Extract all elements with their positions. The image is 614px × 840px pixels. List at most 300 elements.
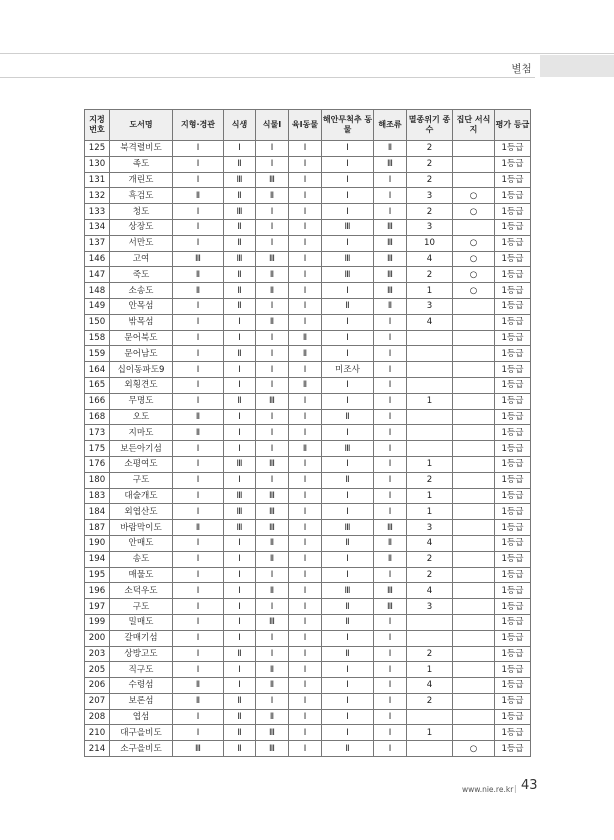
table-cell: Ⅰ (256, 330, 289, 346)
table-cell: Ⅲ (256, 741, 289, 757)
table-cell: Ⅲ (322, 251, 374, 267)
table-cell: Ⅲ (224, 456, 256, 472)
table-cell: Ⅰ (322, 393, 374, 409)
table-cell: Ⅱ (173, 409, 224, 425)
table-cell: 1등급 (495, 678, 531, 694)
table-cell: 1등급 (495, 725, 531, 741)
table-cell (453, 425, 495, 441)
table-cell: Ⅲ (224, 504, 256, 520)
table-cell: 1등급 (495, 314, 531, 330)
table-cell: Ⅲ (256, 520, 289, 536)
table-cell: Ⅱ (224, 219, 256, 235)
table-cell: 흑검도 (110, 188, 173, 204)
table-cell (453, 678, 495, 694)
table-cell: ○ (453, 235, 495, 251)
table-cell: Ⅱ (173, 520, 224, 536)
table-cell: Ⅰ (289, 488, 322, 504)
table-cell: Ⅰ (289, 678, 322, 694)
table-cell: 1등급 (495, 567, 531, 583)
table-row (85, 709, 531, 725)
table-cell: Ⅰ (256, 235, 289, 251)
table-cell: Ⅱ (224, 298, 256, 314)
table-cell: Ⅰ (224, 614, 256, 630)
table-cell: 4 (407, 314, 453, 330)
table-cell: Ⅰ (322, 204, 374, 220)
table-cell: 205 (85, 662, 110, 678)
table-cell: 북격렬비도 (110, 141, 173, 157)
table-cell (407, 330, 453, 346)
table-cell (407, 441, 453, 457)
table-cell: Ⅱ (256, 662, 289, 678)
table-cell: Ⅰ (322, 425, 374, 441)
table-cell: Ⅰ (173, 456, 224, 472)
table-cell: Ⅱ (322, 599, 374, 615)
table-cell: 146 (85, 251, 110, 267)
table-cell: Ⅰ (374, 188, 407, 204)
table-cell: Ⅰ (322, 314, 374, 330)
table-cell: Ⅰ (173, 156, 224, 172)
table-cell: Ⅰ (374, 425, 407, 441)
table-cell: 2 (407, 472, 453, 488)
table-cell: Ⅰ (374, 172, 407, 188)
table-cell (407, 362, 453, 378)
table-cell: Ⅱ (224, 235, 256, 251)
table-cell: Ⅰ (173, 172, 224, 188)
table-header-row (85, 110, 531, 141)
table-cell: Ⅰ (256, 630, 289, 646)
table-cell: Ⅰ (224, 567, 256, 583)
table-cell: Ⅰ (374, 646, 407, 662)
table-cell: Ⅰ (224, 441, 256, 457)
table-cell: Ⅱ (173, 188, 224, 204)
table-cell: Ⅲ (374, 267, 407, 283)
table-cell: 187 (85, 520, 110, 536)
table-cell (453, 599, 495, 615)
table-cell: 1등급 (495, 362, 531, 378)
table-cell (407, 409, 453, 425)
table-cell: 150 (85, 314, 110, 330)
table-cell: 1등급 (495, 346, 531, 362)
table-cell: 2 (407, 156, 453, 172)
table-row (85, 741, 531, 757)
table-cell: Ⅱ (224, 725, 256, 741)
table-cell: 2 (407, 551, 453, 567)
table-cell: 194 (85, 551, 110, 567)
table-row (85, 630, 531, 646)
table-cell: 고여 (110, 251, 173, 267)
table-cell: Ⅰ (289, 725, 322, 741)
table-cell: Ⅱ (173, 693, 224, 709)
table-cell: Ⅰ (374, 346, 407, 362)
table-cell: Ⅲ (256, 456, 289, 472)
table-cell: 2 (407, 646, 453, 662)
table-cell: 1등급 (495, 520, 531, 536)
table-cell: 1 (407, 488, 453, 504)
table-cell: 180 (85, 472, 110, 488)
table-cell: Ⅲ (256, 488, 289, 504)
table-cell (453, 630, 495, 646)
table-cell: 소덕우도 (110, 583, 173, 599)
table-cell: 밖목섬 (110, 314, 173, 330)
table-cell: Ⅲ (256, 172, 289, 188)
column-header: 해조류 (374, 110, 407, 141)
table-cell: 미조사 (322, 362, 374, 378)
table-cell: 1등급 (495, 393, 531, 409)
table-cell: Ⅰ (224, 599, 256, 615)
table-cell: Ⅰ (173, 393, 224, 409)
table-cell: Ⅰ (289, 362, 322, 378)
table-cell: Ⅰ (374, 488, 407, 504)
table-cell: Ⅰ (173, 219, 224, 235)
table-cell: Ⅲ (374, 156, 407, 172)
table-cell: Ⅰ (173, 141, 224, 157)
table-cell (453, 314, 495, 330)
table-cell: Ⅰ (256, 346, 289, 362)
table-cell: Ⅰ (289, 583, 322, 599)
table-row (85, 693, 531, 709)
table-cell (453, 377, 495, 393)
table-cell: 1등급 (495, 693, 531, 709)
table-cell: 4 (407, 535, 453, 551)
table-cell: 외횡견도 (110, 377, 173, 393)
table-cell: Ⅰ (374, 567, 407, 583)
table-cell: 196 (85, 583, 110, 599)
table-cell: Ⅲ (322, 267, 374, 283)
table-cell: 1등급 (495, 551, 531, 567)
table-cell: Ⅰ (374, 725, 407, 741)
table-cell: 밀매도 (110, 614, 173, 630)
table-cell: 131 (85, 172, 110, 188)
table-cell: Ⅰ (322, 141, 374, 157)
table-cell: Ⅰ (374, 393, 407, 409)
table-cell: Ⅱ (322, 298, 374, 314)
table-cell: 1등급 (495, 741, 531, 757)
table-cell: Ⅲ (374, 583, 407, 599)
table-cell: Ⅱ (256, 678, 289, 694)
table-cell: Ⅰ (322, 346, 374, 362)
table-cell (453, 520, 495, 536)
table-cell: Ⅱ (374, 141, 407, 157)
table-row (85, 520, 531, 536)
table-cell: 147 (85, 267, 110, 283)
table-cell: Ⅰ (173, 204, 224, 220)
table-cell: Ⅰ (224, 314, 256, 330)
table-cell: Ⅰ (289, 520, 322, 536)
table-cell: 구도 (110, 472, 173, 488)
table-cell: Ⅱ (256, 267, 289, 283)
table-cell: Ⅱ (256, 535, 289, 551)
table-cell: Ⅰ (322, 630, 374, 646)
table-cell (453, 614, 495, 630)
table-cell: Ⅲ (256, 614, 289, 630)
column-header: 식물Ⅰ (256, 110, 289, 141)
column-header: 평가 등급 (495, 110, 531, 141)
table-cell: Ⅰ (374, 630, 407, 646)
table-row (85, 172, 531, 188)
header-rule (0, 77, 535, 78)
table-cell: Ⅲ (322, 441, 374, 457)
table-cell (453, 393, 495, 409)
table-cell: Ⅰ (173, 504, 224, 520)
table-cell: 1등급 (495, 235, 531, 251)
table-cell: Ⅰ (224, 535, 256, 551)
table-cell: Ⅲ (322, 219, 374, 235)
table-cell: 164 (85, 362, 110, 378)
table-cell: Ⅱ (224, 646, 256, 662)
table-cell: 족도 (110, 156, 173, 172)
table-cell: Ⅰ (173, 567, 224, 583)
table-cell: Ⅱ (256, 188, 289, 204)
table-cell: 2 (407, 267, 453, 283)
table-cell: 1등급 (495, 504, 531, 520)
column-header: 식생 (224, 110, 256, 141)
table-cell (453, 693, 495, 709)
table-cell (453, 362, 495, 378)
table-cell: 159 (85, 346, 110, 362)
table-cell: Ⅱ (224, 709, 256, 725)
table-cell: 십이동파도9 (110, 362, 173, 378)
table-cell: Ⅰ (173, 709, 224, 725)
table-cell: 1 (407, 504, 453, 520)
table-cell: Ⅲ (374, 520, 407, 536)
table-cell (453, 346, 495, 362)
table-cell: Ⅰ (224, 551, 256, 567)
table-cell: Ⅰ (374, 362, 407, 378)
table-cell: Ⅰ (289, 156, 322, 172)
table-cell: Ⅰ (322, 504, 374, 520)
table-cell: Ⅰ (289, 504, 322, 520)
table-cell: Ⅰ (173, 551, 224, 567)
table-cell (453, 662, 495, 678)
table-cell: 3 (407, 219, 453, 235)
table-cell: 1등급 (495, 614, 531, 630)
table-cell (453, 172, 495, 188)
table-cell: 168 (85, 409, 110, 425)
table-cell: Ⅲ (173, 741, 224, 757)
table-cell (453, 330, 495, 346)
table-cell: Ⅲ (224, 172, 256, 188)
table-row (85, 662, 531, 678)
table-cell: 외엽산도 (110, 504, 173, 520)
table-cell: Ⅰ (322, 662, 374, 678)
table-cell: Ⅰ (289, 630, 322, 646)
table-cell: Ⅰ (374, 709, 407, 725)
table-cell: Ⅲ (374, 599, 407, 615)
table-cell: Ⅰ (173, 535, 224, 551)
table-cell: Ⅰ (224, 141, 256, 157)
table-cell: Ⅰ (374, 409, 407, 425)
table-cell: Ⅰ (322, 551, 374, 567)
table-cell: Ⅱ (256, 583, 289, 599)
table-cell: 보든아기섬 (110, 441, 173, 457)
table-row (85, 678, 531, 694)
table-cell: 서만도 (110, 235, 173, 251)
table-cell: Ⅱ (289, 346, 322, 362)
table-cell: 133 (85, 204, 110, 220)
table-cell (453, 409, 495, 425)
table-cell: 1등급 (495, 646, 531, 662)
table-cell: 149 (85, 298, 110, 314)
table-cell (453, 441, 495, 457)
table-cell: Ⅲ (224, 251, 256, 267)
table-cell: 134 (85, 219, 110, 235)
table-cell: Ⅰ (256, 377, 289, 393)
table-cell: Ⅰ (289, 283, 322, 299)
table-cell (453, 551, 495, 567)
table-cell: Ⅰ (224, 409, 256, 425)
table-row (85, 330, 531, 346)
table-cell: 1등급 (495, 409, 531, 425)
table-cell: Ⅰ (374, 504, 407, 520)
footer-url: www.nie.re.kr (462, 785, 514, 794)
table-row (85, 235, 531, 251)
table-cell: Ⅰ (224, 472, 256, 488)
table-cell: 190 (85, 535, 110, 551)
table-cell: ○ (453, 267, 495, 283)
table-cell (453, 709, 495, 725)
table-cell: Ⅰ (224, 678, 256, 694)
table-cell: Ⅰ (322, 235, 374, 251)
table-cell: Ⅱ (173, 267, 224, 283)
table-row (85, 456, 531, 472)
table-cell: Ⅰ (289, 709, 322, 725)
table-cell: Ⅰ (256, 219, 289, 235)
table-cell: Ⅰ (322, 330, 374, 346)
table-cell: Ⅰ (289, 172, 322, 188)
table-cell: Ⅲ (173, 251, 224, 267)
table-cell: 203 (85, 646, 110, 662)
table-cell: Ⅰ (256, 693, 289, 709)
table-cell: Ⅰ (322, 678, 374, 694)
table-cell: Ⅰ (256, 472, 289, 488)
table-cell: 1등급 (495, 425, 531, 441)
table-cell (453, 504, 495, 520)
table-cell: ○ (453, 251, 495, 267)
table-cell: Ⅰ (173, 646, 224, 662)
table-cell: 3 (407, 599, 453, 615)
table-cell: 1등급 (495, 662, 531, 678)
table-cell: Ⅰ (289, 235, 322, 251)
table-cell: 1등급 (495, 583, 531, 599)
table-cell: Ⅰ (224, 330, 256, 346)
table-cell: Ⅰ (289, 204, 322, 220)
table-cell: 165 (85, 377, 110, 393)
table-cell: Ⅰ (173, 298, 224, 314)
table-cell: Ⅰ (173, 472, 224, 488)
table-cell: 개린도 (110, 172, 173, 188)
top-rule (0, 53, 614, 54)
table-cell: Ⅰ (173, 314, 224, 330)
table-row (85, 725, 531, 741)
table-cell: 207 (85, 693, 110, 709)
table-cell: 210 (85, 725, 110, 741)
table-cell: Ⅱ (322, 535, 374, 551)
table-cell: 갈매기섬 (110, 630, 173, 646)
table-cell (407, 741, 453, 757)
table-cell: Ⅰ (173, 346, 224, 362)
footer-separator: | (514, 784, 517, 793)
table-cell: Ⅱ (256, 709, 289, 725)
table-cell: Ⅱ (256, 283, 289, 299)
table-cell: Ⅲ (374, 283, 407, 299)
table-cell: Ⅱ (289, 377, 322, 393)
page-number: 43 (521, 778, 538, 793)
table-cell: Ⅲ (256, 251, 289, 267)
column-header: 지정 번호 (85, 110, 110, 141)
table-row (85, 409, 531, 425)
table-cell: Ⅰ (289, 267, 322, 283)
table-row (85, 567, 531, 583)
table-cell: 3 (407, 188, 453, 204)
table-cell: ○ (453, 204, 495, 220)
table-cell: Ⅰ (289, 393, 322, 409)
table-row (85, 551, 531, 567)
table-cell: Ⅰ (374, 441, 407, 457)
table-row (85, 535, 531, 551)
table-cell: Ⅰ (289, 425, 322, 441)
table-cell: Ⅲ (374, 219, 407, 235)
table-row (85, 267, 531, 283)
table-cell: 1등급 (495, 441, 531, 457)
table-cell: Ⅰ (289, 599, 322, 615)
table-cell: Ⅱ (374, 551, 407, 567)
table-row (85, 488, 531, 504)
section-label: 별첨 (511, 63, 532, 75)
section-tab (540, 55, 614, 77)
table-cell: Ⅰ (173, 614, 224, 630)
table-cell: Ⅱ (322, 741, 374, 757)
table-cell: Ⅰ (289, 188, 322, 204)
table-cell: Ⅰ (173, 599, 224, 615)
table-cell: Ⅰ (256, 646, 289, 662)
table-cell: Ⅰ (374, 678, 407, 694)
table-cell: Ⅱ (224, 188, 256, 204)
table-cell: Ⅱ (322, 646, 374, 662)
table-cell (453, 567, 495, 583)
table-cell: Ⅲ (322, 583, 374, 599)
table-row (85, 646, 531, 662)
table-cell: Ⅰ (289, 567, 322, 583)
table-cell: 4 (407, 583, 453, 599)
table-cell: 1등급 (495, 456, 531, 472)
table-cell: Ⅰ (374, 741, 407, 757)
table-cell: Ⅱ (322, 472, 374, 488)
table-cell: Ⅰ (322, 488, 374, 504)
table-cell: 죽도 (110, 267, 173, 283)
table-cell: 지마도 (110, 425, 173, 441)
table-cell: Ⅱ (173, 425, 224, 441)
table-cell: 214 (85, 741, 110, 757)
table-cell: 3 (407, 520, 453, 536)
table-cell: Ⅰ (256, 156, 289, 172)
table-cell: ○ (453, 188, 495, 204)
table-cell: 청도 (110, 204, 173, 220)
table-cell: 1등급 (495, 141, 531, 157)
table-cell: Ⅰ (256, 567, 289, 583)
table-cell: 보론섬 (110, 693, 173, 709)
table-cell: Ⅰ (224, 362, 256, 378)
table-cell (453, 535, 495, 551)
table-cell: Ⅰ (322, 567, 374, 583)
table-cell: 매물도 (110, 567, 173, 583)
table-cell: Ⅰ (173, 725, 224, 741)
table-cell: Ⅱ (224, 693, 256, 709)
table-cell: 184 (85, 504, 110, 520)
table-cell: 183 (85, 488, 110, 504)
table-cell (453, 488, 495, 504)
table-cell: Ⅰ (224, 630, 256, 646)
table-cell: Ⅲ (256, 504, 289, 520)
